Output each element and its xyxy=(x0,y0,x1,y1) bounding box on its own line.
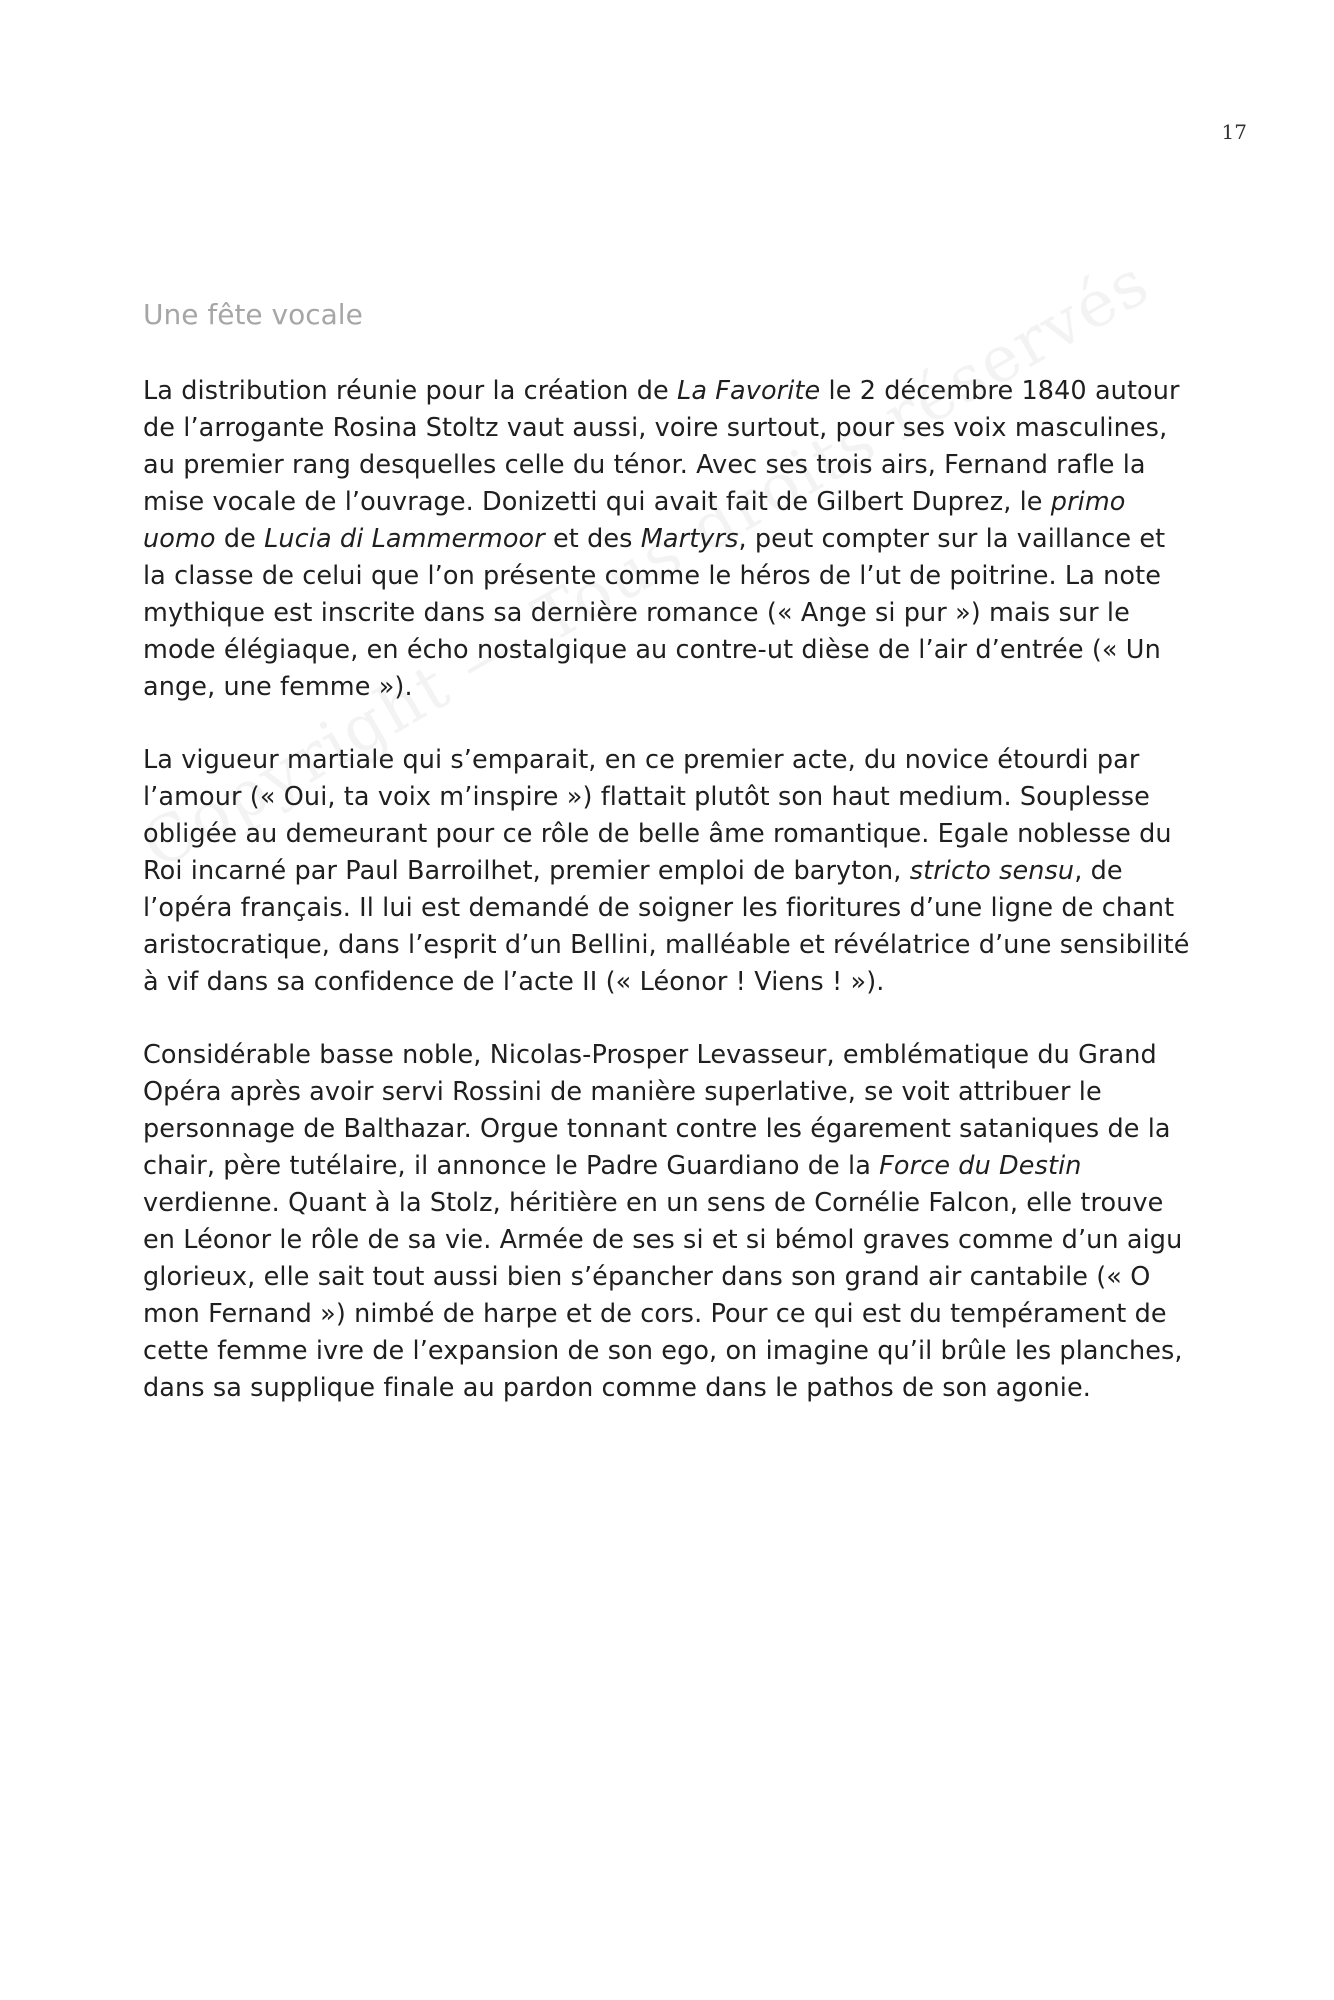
text-run: et des xyxy=(544,524,641,554)
text-run: La distribution réunie pour la création de xyxy=(143,376,678,406)
text-run: , peut compter sur la vaillance et la classe de celui que l’on présente comme le héros de l’ut de poitrine. La note mythique est inscrite dans sa dernière romance (« Ange si pur ») mais sur le mode élégiaque, en écho nostalgique au contre-ut dièse de l’air d’entrée (« Un ange, une femme »). xyxy=(143,524,1166,702)
work-title: La Favorite xyxy=(677,376,821,406)
page-body xyxy=(143,295,1193,1443)
paragraph-2 xyxy=(143,742,1193,1001)
text-run: , de l’opéra français. Il lui est demandé de soigner les fioritures d’une ligne de chant aristocratique, dans l’esprit d’un Bellini, malléable et révélatrice d’une sensibilité à vif dans sa confidence de l’acte II (« Léonor ! Viens ! »). xyxy=(143,856,1190,997)
text-run: verdienne. Quant à la Stolz, héritière en un sens de Cornélie Falcon, elle trouve en Léonor le rôle de sa vie. Armée de ses si et si bémol graves comme d’un aigu glorieux, elle sait tout aussi bien s’épancher dans son grand air cantabile (« O mon Fernand ») nimbé de harpe et de cors. Pour ce qui est du tempérament de cette femme ivre de l’expansion de son ego, on imagine qu’il brûle les planches, dans sa supplique finale au pardon comme dans le pathos de son agonie. xyxy=(143,1188,1183,1403)
work-title: Martyrs xyxy=(640,524,739,554)
section-heading: Une fête vocale xyxy=(143,298,363,331)
work-title: Lucia di Lammermoor xyxy=(264,524,545,554)
text-run: le 2 décembre 1840 autour de l’arrogante Rosina Stoltz vaut aussi, voire surtout, pour ses voix masculines, au premier rang desquelles celle du ténor. Avec ses trois airs, Fernand rafle la mise vocale de l’ouvrage. Donizetti qui avait fait de Gilbert Duprez, le xyxy=(143,376,1180,517)
text-run: La vigueur martiale qui s’emparait, en ce premier acte, du novice étourdi par l’amour (« Oui, ta voix m’inspire ») flattait plutôt son haut medium. Souplesse obligée au demeurant pour ce rôle de belle âme romantique. Egale noblesse du Roi incarné par Paul Barroilhet, premier emploi de baryton, xyxy=(143,745,1172,886)
page-number: 17 xyxy=(1221,120,1247,144)
paragraph-3 xyxy=(143,1037,1193,1407)
paragraph-1 xyxy=(143,373,1193,706)
italic-term: primo uomo xyxy=(143,487,1126,554)
work-title: Force du Destin xyxy=(879,1151,1082,1181)
italic-term: stricto sensu xyxy=(909,856,1075,886)
text-run: Considérable basse noble, Nicolas-Prosper Levasseur, emblématique du Grand Opéra après avoir servi Rossini de manière superlative, se voit attribuer le personnage de Balthazar. Orgue tonnant contre les égarement sataniques de la chair, père tutélaire, il annonce le Padre Guardiano de la xyxy=(143,1040,1171,1181)
text-run: de xyxy=(215,524,265,554)
